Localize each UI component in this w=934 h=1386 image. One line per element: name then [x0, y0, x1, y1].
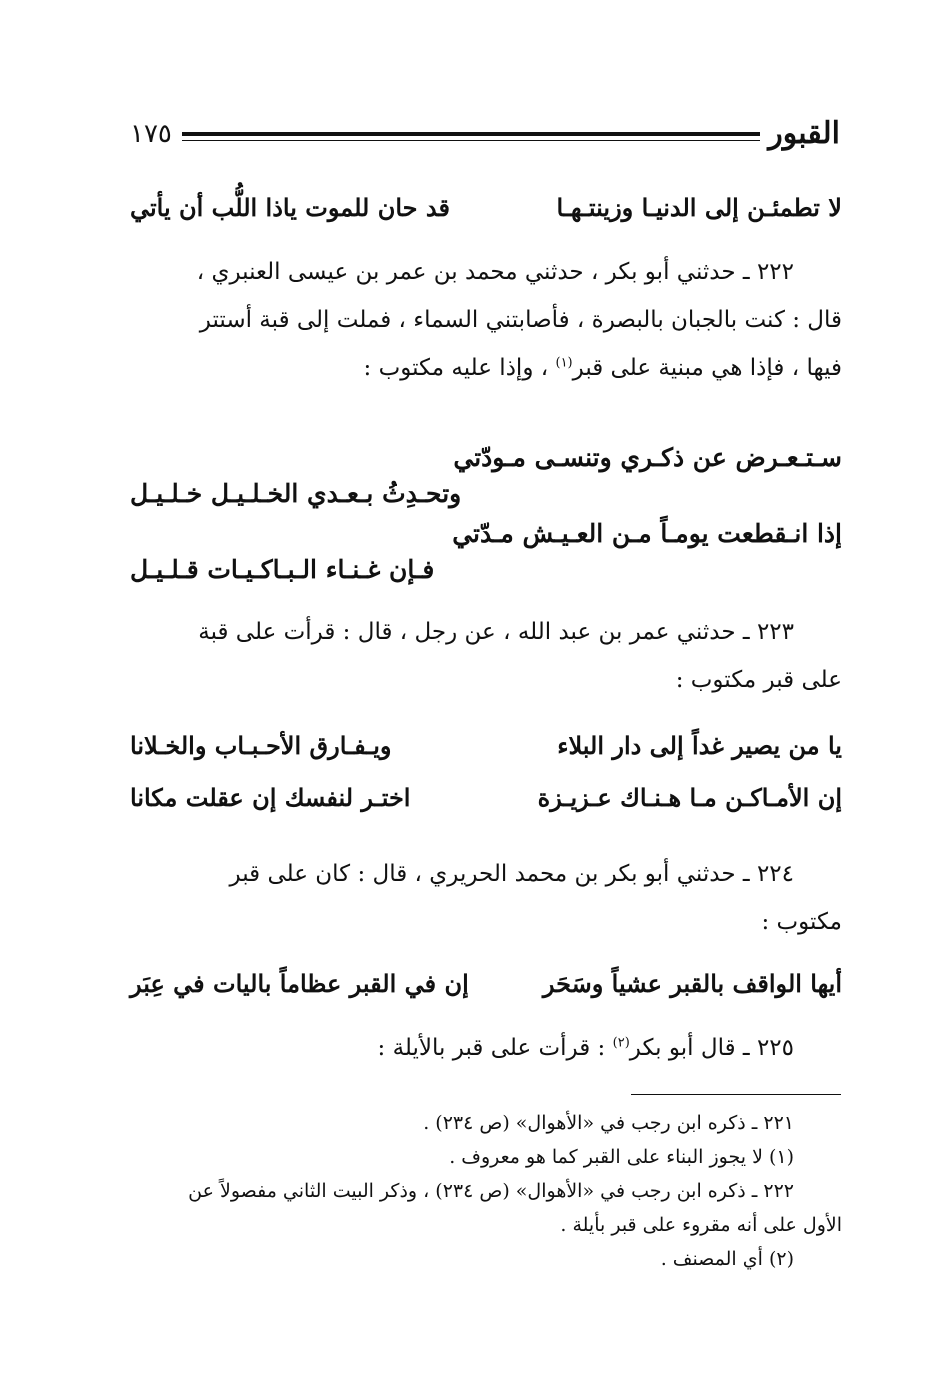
report-222-line3-text-b: ، وإذا عليه مكتوب :	[363, 355, 556, 381]
report-223	[130, 608, 842, 704]
report-223-line2: على قبر مكتوب :	[675, 667, 842, 693]
report-224-line2: مكتوب :	[761, 909, 842, 935]
footnote-separator	[631, 1094, 841, 1095]
poem-223-verse1	[130, 726, 842, 766]
report-225-text-b: : قرأت على قبر بالأيلة :	[377, 1035, 613, 1061]
verse-221-second-hemistich: قد حان للموت ياذا اللُّب أن يأتي	[130, 193, 450, 222]
verse-224-first-hemistich: أيها الواقف بالقبر عشياً وسَحَر	[542, 969, 842, 998]
poem-222	[130, 440, 842, 588]
footnote-ref-1: (١)	[555, 355, 573, 371]
running-title: القبور	[768, 116, 840, 151]
footnote-222-line1: ٢٢٢ ـ ذكره ابن رجب في «الأهوال» (ص ٢٣٤) ، وذكر البيت الثاني مفصولاً عن	[188, 1180, 794, 1202]
page-header	[130, 112, 840, 156]
report-225-text-a: ٢٢٥ ـ قال أبو بكر	[629, 1035, 794, 1061]
verse-224	[130, 964, 842, 1004]
report-222-line3	[130, 344, 842, 392]
footnote-1: (١) لا يجوز البناء على القبر كما هو معروف .	[449, 1146, 794, 1168]
footnotes	[130, 1106, 842, 1276]
poem-222-line3: إذا انـقطعت يومـاً مـن العـيـش مـدّتي	[452, 519, 842, 548]
header-rule-thin	[182, 140, 760, 141]
report-223-line1: ٢٢٣ ـ حدثني عمر بن عبد الله ، عن رجل ، قال : قرأت على قبة	[198, 619, 794, 645]
report-222-line2: قال : كنت بالجبان بالبصرة ، فأصابتني السماء ، فملت إلى قبة أستتر	[199, 307, 842, 333]
report-222-line1: ٢٢٢ ـ حدثني أبو بكر ، حدثني محمد بن عمر بن عيسى العنبري ،	[196, 259, 794, 285]
report-225-line	[130, 1024, 842, 1072]
footnote-222-line2: الأول على أنه مقروء على قبر بأيلة .	[560, 1214, 842, 1236]
poem-223-verse1-first: يا من يصير غداً إلى دار البلاء	[557, 731, 842, 760]
verse-221-first-hemistich: لا تطمئـن إلى الدنيـا وزينتـهـا	[556, 193, 842, 222]
poem-223-verse1-second: ويـفـارق الأحـبـاب والخـلانا	[130, 731, 392, 760]
footnote-ref-2: (٢)	[612, 1035, 630, 1051]
report-225	[130, 1024, 842, 1072]
report-222-line3-text-a: فيها ، فإذا هي مبنية على قبر	[572, 355, 842, 381]
report-224-line1: ٢٢٤ ـ حدثني أبو بكر بن محمد الحريري ، قال : كان على قبر	[229, 861, 794, 887]
page-number: ١٧٥	[130, 119, 172, 149]
poem-223-verse2-first: إن الأمـاكـن مـا هـنـاك عـزيـزة	[537, 783, 842, 812]
report-222	[130, 248, 842, 392]
poem-222-line1: سـتـعـرض عن ذكـري وتنسـى مـودّتي	[453, 443, 842, 472]
poem-223-verse2-second: اختـر لنفسك إن عقلت مكانا	[130, 783, 411, 812]
report-224	[130, 850, 842, 946]
poem-222-line4: فـإن غـنـاء الـبـاكـيـات قـلـيـل	[130, 555, 435, 584]
verse-221	[130, 188, 842, 228]
footnote-2: (٢) أي المصنف .	[660, 1248, 794, 1270]
poem-223-verse2	[130, 778, 842, 818]
header-rule-thick	[182, 132, 760, 136]
footnote-221: ٢٢١ ـ ذكره ابن رجب في «الأهوال» (ص ٢٣٤) .	[423, 1112, 794, 1134]
verse-224-second-hemistich: إن في القبر عظاماً باليات في عِبَر	[130, 969, 469, 998]
poem-222-line2: وتحـدِثُ بـعـدي الخـلـيـل خـلـيـل	[130, 479, 462, 508]
